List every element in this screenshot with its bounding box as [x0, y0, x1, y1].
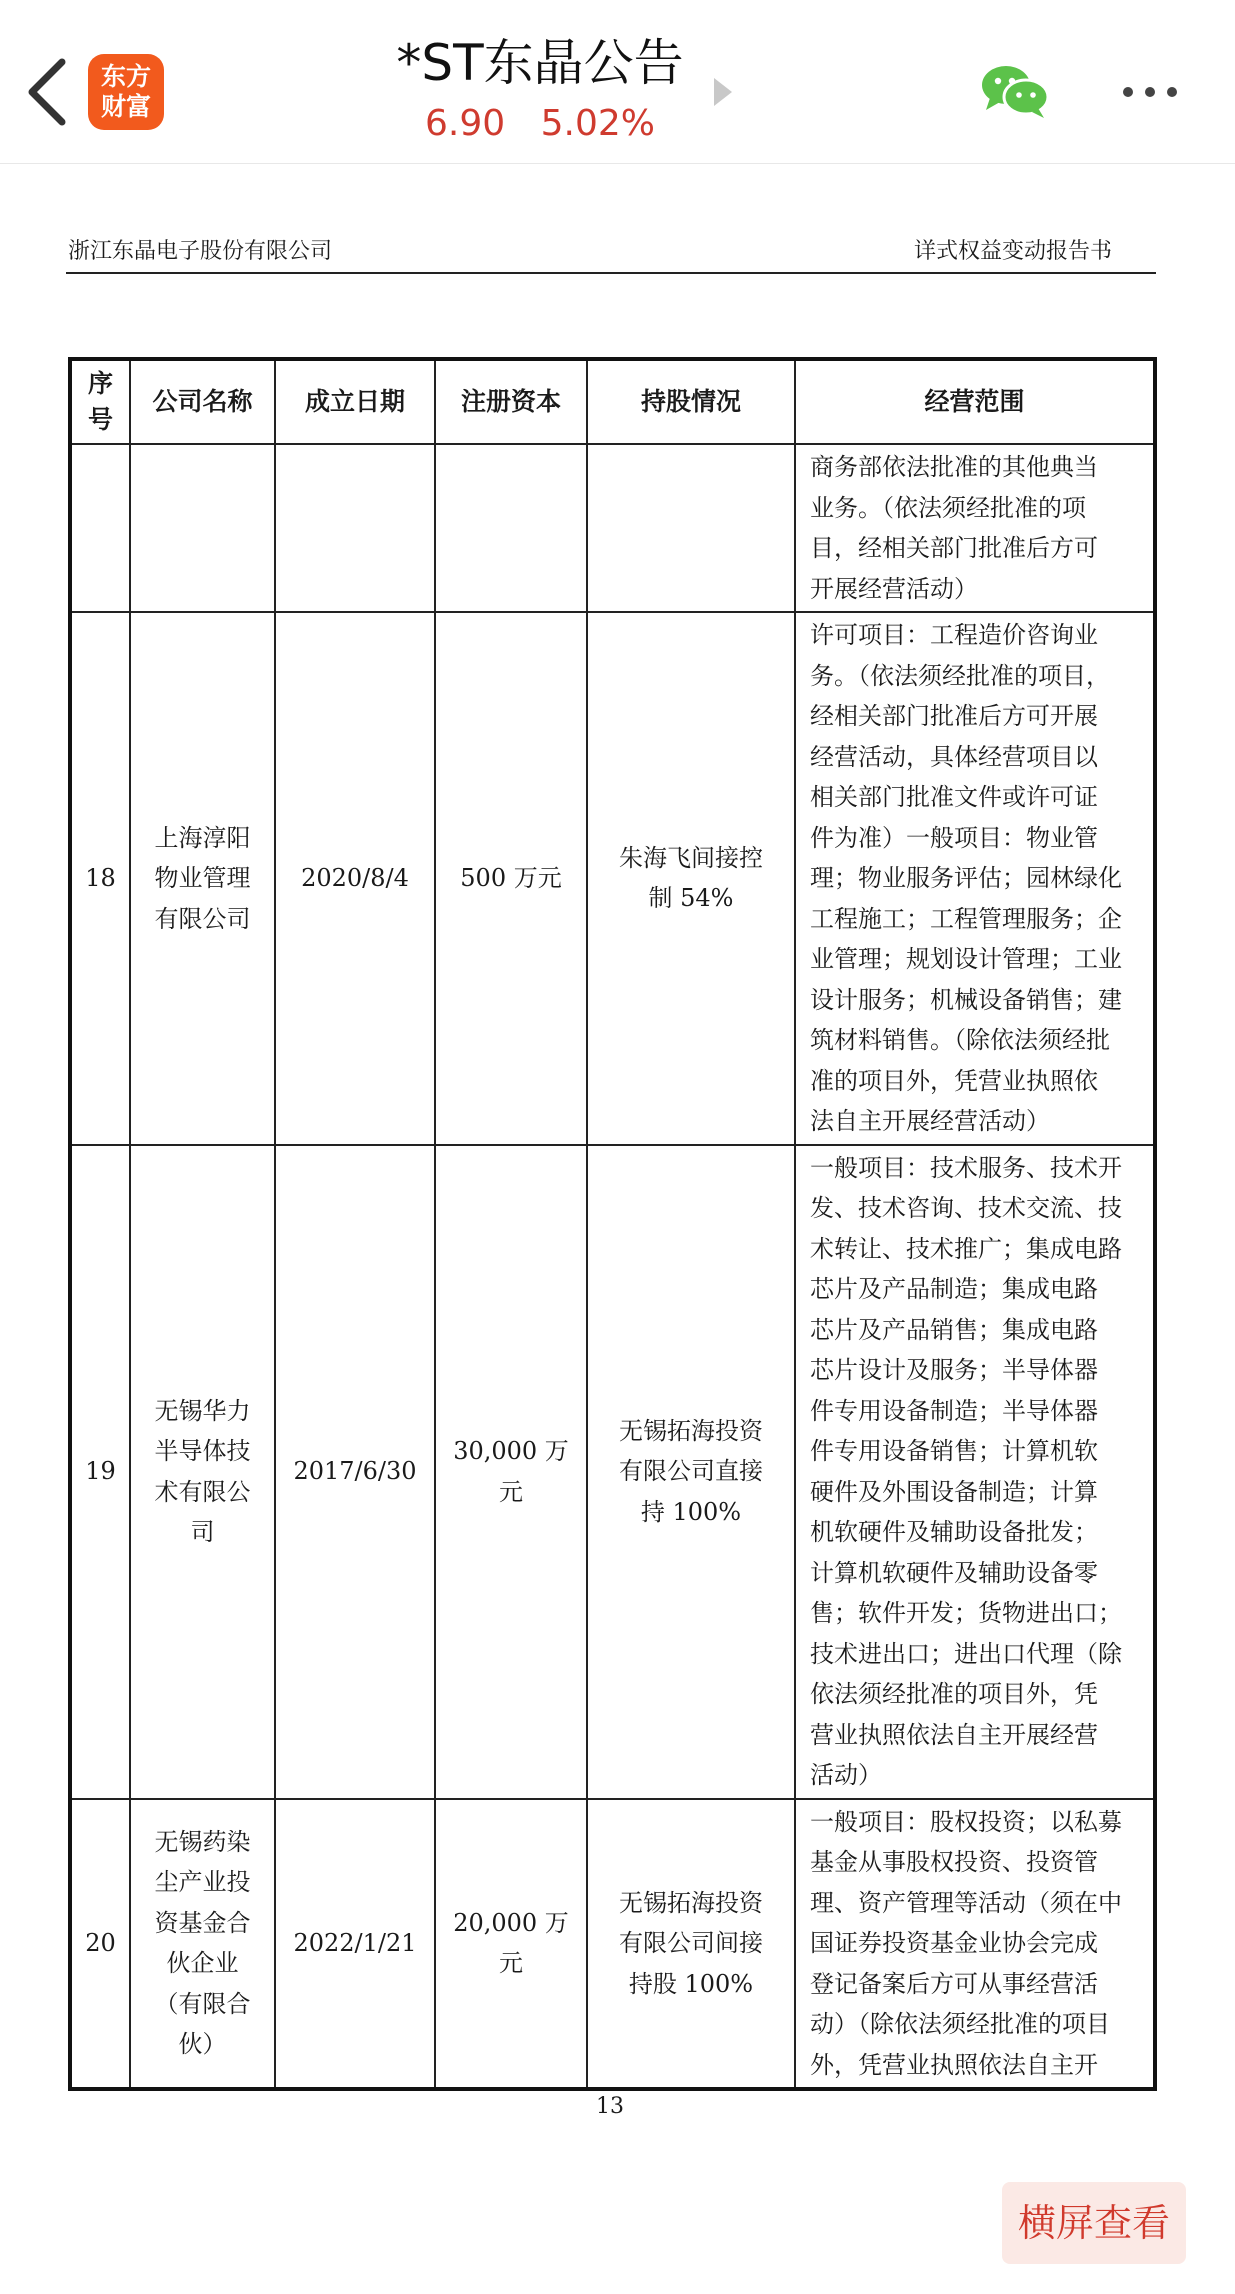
cell-no — [70, 444, 130, 612]
cell-capital-line: 元 — [499, 1949, 523, 1978]
cell-date — [275, 444, 435, 612]
landscape-view-button[interactable]: 横屏查看 — [1002, 2182, 1186, 2264]
cell-scope-line: 芯片及产品制造；集成电路 — [810, 1275, 1098, 1303]
cell-holding — [587, 612, 795, 1145]
cell-name-line: 尘产业投 — [154, 1868, 251, 1897]
cell-name — [130, 444, 275, 612]
cell-scope — [795, 1145, 1155, 1799]
cell-no: 20 — [70, 1799, 130, 2090]
cell-holding — [587, 1145, 795, 1799]
company-name-header: 浙江东晶电子股份有限公司 — [68, 239, 333, 264]
table-row — [70, 612, 1155, 1145]
cell-scope-line: 一般项目：股权投资；以私募 — [810, 1807, 1122, 1836]
cell-scope-line: 售；软件开发；货物进出口； — [810, 1599, 1122, 1627]
cell-scope-line: 动）（除依法须经批准的项目 — [810, 2010, 1110, 2038]
cell-scope-line: 外，凭营业执照依法自主开 — [810, 2050, 1098, 2079]
cell-name-line: 伙企业 — [166, 1949, 239, 1978]
cell-holding-line: 朱海飞间接控 — [619, 843, 763, 872]
cell-date: 2020/8/4 — [275, 612, 435, 1145]
cell-scope-line: 筑材料销售。（除依法须经批 — [810, 1026, 1110, 1054]
cell-name-line: 伙） — [178, 2030, 227, 2059]
cell-scope — [795, 444, 1155, 612]
cell-capital-line: 500 万元 — [460, 864, 562, 892]
logo-text-line2: 财富 — [100, 92, 151, 121]
cell-scope-line: 理；物业服务评估；园林绿化 — [810, 864, 1122, 892]
cell-scope-line: 开展经营活动） — [810, 574, 978, 603]
cell-holding-line: 制 54% — [648, 884, 734, 913]
cell-capital — [435, 612, 587, 1145]
stock-price: 6.90 — [425, 103, 506, 144]
table-body — [70, 444, 1155, 2089]
cell-scope-line: 件专用设备制造；半导体器 — [810, 1396, 1098, 1425]
table-row — [70, 1799, 1155, 2090]
column-header-name: 公司名称 — [130, 359, 275, 444]
cell-scope-line: 技术进出口；进出口代理（除 — [810, 1639, 1122, 1668]
cell-scope-line: 基金从事股权投资、投资管 — [810, 1848, 1098, 1876]
cell-name-line: 物业管理 — [154, 864, 251, 892]
cell-scope-line: 经营活动，具体经营项目以 — [810, 742, 1098, 771]
triangle-right-icon[interactable] — [712, 76, 734, 108]
cell-holding-line: 无锡拓海投资 — [619, 1888, 763, 1917]
report-title-header: 详式权益变动报告书 — [913, 239, 1112, 264]
app-logo — [88, 54, 164, 130]
cell-scope-line: 登记备案后方可从事经营活 — [810, 1969, 1098, 1998]
column-header-no-line2: 号 — [87, 405, 113, 434]
cell-name — [130, 1145, 275, 1799]
cell-name — [130, 1799, 275, 2090]
wechat-icon[interactable] — [980, 62, 1050, 120]
more-dots-icon[interactable] — [1120, 84, 1180, 100]
cell-capital-line: 元 — [499, 1477, 523, 1506]
column-header-capital: 注册资本 — [435, 359, 587, 444]
cell-name-line: 资基金合 — [154, 1908, 251, 1937]
stock-quote — [380, 98, 700, 150]
company-table — [68, 357, 1157, 2091]
document-header — [66, 232, 1156, 274]
cell-scope-line: 营业执照依法自主开展经营 — [810, 1720, 1098, 1749]
cell-scope-line: 准的项目外，凭营业执照依 — [810, 1066, 1098, 1095]
cell-scope-line: 计算机软硬件及辅助设备零 — [810, 1558, 1098, 1587]
cell-scope-line: 业管理；规划设计管理；工业 — [810, 945, 1122, 973]
cell-capital-line: 30,000 万 — [453, 1437, 569, 1465]
cell-holding-line: 持股 100% — [628, 1969, 754, 1998]
chevron-left-icon[interactable] — [22, 56, 72, 128]
cell-scope-line: 业务。（依法须经批准的项 — [810, 493, 1086, 522]
logo-text-line1: 东方 — [100, 62, 151, 91]
cell-name-line: （有限合 — [154, 1989, 251, 2018]
cell-scope-line: 务。（依法须经批准的项目， — [810, 661, 1110, 690]
cell-scope-line: 经相关部门批准后方可开展 — [810, 702, 1098, 730]
cell-scope-line: 设计服务；机械设备销售；建 — [810, 985, 1122, 1014]
column-header-date: 成立日期 — [275, 359, 435, 444]
table-row — [70, 1145, 1155, 1799]
cell-holding-line: 无锡拓海投资 — [619, 1416, 763, 1445]
cell-scope-line: 机软硬件及辅助设备批发； — [810, 1518, 1098, 1546]
cell-date: 2017/6/30 — [275, 1145, 435, 1799]
column-header-no — [70, 359, 130, 444]
cell-scope-line: 一般项目：技术服务、技术开 — [810, 1153, 1122, 1182]
cell-name-line: 半导体技 — [154, 1437, 251, 1465]
page-title: *ST东晶公告 — [396, 34, 684, 92]
cell-scope-line: 商务部依法批准的其他典当 — [810, 453, 1098, 481]
column-header-no-line1: 序 — [87, 369, 113, 398]
column-header-scope: 经营范围 — [795, 359, 1155, 444]
cell-holding — [587, 1799, 795, 2090]
cell-capital — [435, 1145, 587, 1799]
cell-scope-line: 依法须经批准的项目外，凭 — [810, 1680, 1098, 1708]
cell-scope-line: 法自主开展经营活动） — [810, 1107, 1050, 1135]
cell-name-line: 上海淳阳 — [154, 823, 251, 852]
cell-holding — [587, 444, 795, 612]
cell-no: 19 — [70, 1145, 130, 1799]
cell-scope-line: 工程施工；工程管理服务；企 — [810, 904, 1122, 933]
cell-scope-line: 活动） — [810, 1761, 882, 1789]
cell-no: 18 — [70, 612, 130, 1145]
top-app-bar — [0, 0, 1235, 164]
cell-scope-line: 许可项目：工程造价咨询业 — [810, 621, 1098, 649]
cell-holding-line: 有限公司间接 — [619, 1929, 763, 1957]
cell-name — [130, 612, 275, 1145]
column-header-holding: 持股情况 — [587, 359, 795, 444]
cell-date: 2022/1/21 — [275, 1799, 435, 2090]
cell-capital — [435, 444, 587, 612]
table-header-row — [70, 359, 1155, 444]
cell-scope-line: 理、资产管理等活动（须在中 — [810, 1888, 1122, 1917]
cell-capital-line: 20,000 万 — [453, 1908, 569, 1937]
cell-capital — [435, 1799, 587, 2090]
cell-scope-line: 芯片及产品销售；集成电路 — [810, 1315, 1098, 1344]
cell-scope-line: 发、技术咨询、技术交流、技 — [810, 1194, 1122, 1222]
cell-scope-line: 相关部门批准文件或许可证 — [810, 783, 1098, 811]
cell-scope-line: 硬件及外围设备制造；计算 — [810, 1477, 1098, 1506]
cell-name-line: 司 — [190, 1518, 215, 1546]
cell-scope — [795, 1799, 1155, 2090]
cell-name-line: 无锡华力 — [154, 1396, 251, 1425]
cell-holding-line: 有限公司直接 — [619, 1457, 763, 1486]
cell-scope-line: 国证券投资基金业协会完成 — [810, 1929, 1098, 1957]
stock-change-pct: 5.02% — [540, 103, 655, 144]
cell-scope-line: 芯片设计及服务；半导体器 — [810, 1356, 1098, 1384]
cell-holding-line: 持 100% — [640, 1497, 742, 1526]
cell-scope-line: 件专用设备销售；计算机软 — [810, 1437, 1098, 1465]
cell-scope-line: 件为准）一般项目：物业管 — [810, 823, 1098, 852]
cell-name-line: 有限公司 — [154, 904, 251, 933]
cell-scope-line: 术转让、技术推广；集成电路 — [810, 1234, 1122, 1263]
page-number: 13 — [596, 2094, 624, 2119]
cell-name-line: 无锡药染 — [154, 1827, 251, 1856]
cell-scope-line: 目，经相关部门批准后方可 — [810, 534, 1098, 562]
cell-name-line: 术有限公 — [154, 1477, 251, 1506]
table-row — [70, 444, 1155, 612]
cell-scope — [795, 612, 1155, 1145]
